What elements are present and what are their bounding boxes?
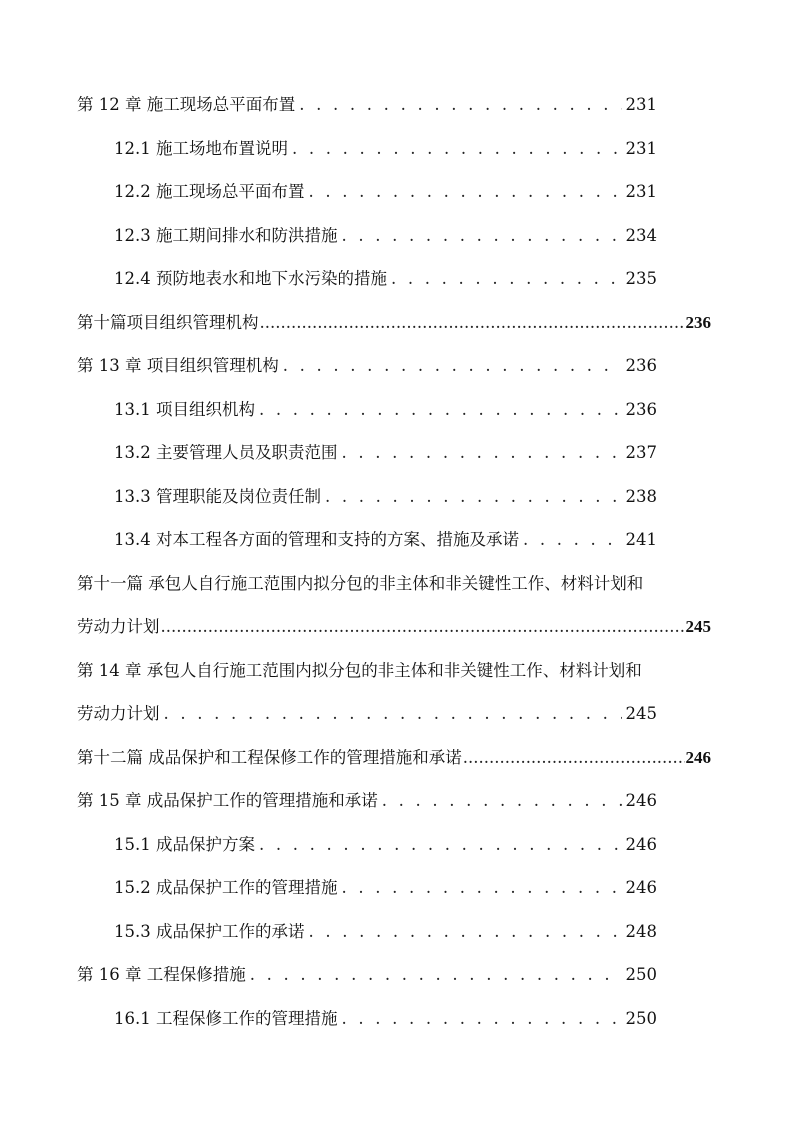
toc-page-number: 235 — [625, 269, 657, 288]
toc-entry-13-1[interactable] — [114, 397, 657, 423]
dot-leader — [341, 440, 621, 466]
dot-leader — [308, 179, 621, 205]
toc-entry-ch15[interactable] — [77, 788, 657, 814]
toc-entry-part11-line1[interactable]: 第十一篇 承包人自行施工范围内拟分包的非主体和非关键性工作、材料计划和 — [77, 574, 644, 593]
toc-entry-12-2[interactable] — [114, 179, 657, 205]
toc-entry-title: 15.3 成品保护工作的承诺 — [114, 922, 305, 941]
dot-leader — [260, 310, 685, 336]
toc-page-number: 246 — [685, 748, 711, 767]
toc-entry-title: 12.3 施工期间排水和防洪措施 — [114, 226, 338, 245]
toc-page-number: 231 — [625, 182, 657, 201]
toc-entry-part11[interactable] — [77, 614, 711, 640]
toc-page-number: 231 — [625, 139, 657, 158]
dot-leader — [161, 614, 685, 640]
toc-page-number: 236 — [625, 400, 657, 419]
dot-leader — [341, 875, 621, 901]
toc-entry-title: 第十二篇 成品保护和工程保修工作的管理措施和承诺 — [77, 748, 462, 767]
toc-entry-title: 第 12 章 施工现场总平面布置 — [77, 95, 296, 114]
toc-page-number: 246 — [625, 878, 657, 897]
toc-entry-15-1[interactable] — [114, 832, 657, 858]
toc-entry-title: 13.4 对本工程各方面的管理和支持的方案、措施及承诺 — [114, 530, 519, 549]
toc-entry-title: 第 13 章 项目组织管理机构 — [77, 356, 279, 375]
toc-entry-13-3[interactable] — [114, 484, 657, 510]
toc-page-number: 245 — [685, 617, 711, 636]
dot-leader — [341, 1006, 621, 1032]
toc-entry-ch12[interactable] — [77, 92, 657, 118]
dot-leader — [382, 788, 622, 814]
dot-leader — [391, 266, 622, 292]
toc-page-number: 248 — [625, 922, 657, 941]
toc-entry-15-3[interactable] — [114, 919, 657, 945]
toc-page-number: 250 — [625, 1009, 657, 1028]
toc-entry-15-2[interactable] — [114, 875, 657, 901]
toc-entry-ch13[interactable] — [77, 353, 657, 379]
dot-leader — [299, 92, 621, 118]
toc-entry-16-1[interactable] — [114, 1006, 657, 1032]
toc-page-number: 234 — [625, 226, 657, 245]
toc-entry-title: 15.2 成品保护工作的管理措施 — [114, 878, 338, 897]
toc-entry-title: 13.3 管理职能及岗位责任制 — [114, 487, 321, 506]
toc-page-number: 246 — [625, 791, 657, 810]
toc-page-number: 241 — [625, 530, 657, 549]
toc-entry-title: 13.1 项目组织机构 — [114, 400, 255, 419]
toc-entry-title: 16.1 工程保修工作的管理措施 — [114, 1009, 338, 1028]
toc-page-number: 236 — [625, 356, 657, 375]
dot-leader — [308, 919, 621, 945]
dot-leader — [283, 353, 622, 379]
toc-entry-title: 13.2 主要管理人员及职责范围 — [114, 443, 338, 462]
toc-entry-13-2[interactable] — [114, 440, 657, 466]
toc-entry-title: 15.1 成品保护方案 — [114, 835, 255, 854]
dot-leader — [292, 136, 622, 162]
toc-entry-part10[interactable] — [77, 310, 711, 336]
toc-entry-title: 12.2 施工现场总平面布置 — [114, 182, 305, 201]
toc-entry-part12[interactable] — [77, 745, 711, 771]
toc-page-number: 246 — [625, 835, 657, 854]
toc-page-number: 238 — [625, 487, 657, 506]
toc-entry-12-3[interactable] — [114, 223, 657, 249]
toc-entry-13-4[interactable] — [114, 527, 657, 553]
toc-page-number: 236 — [685, 313, 711, 332]
toc-entry-title: 劳动力计划 — [77, 704, 160, 723]
toc-page-number: 245 — [625, 704, 657, 723]
dot-leader — [325, 484, 622, 510]
toc-entry-title: 第十篇项目组织管理机构 — [77, 313, 259, 332]
toc-entry-12-4[interactable] — [114, 266, 657, 292]
toc-entry-ch16[interactable] — [77, 962, 657, 988]
toc-page-number: 231 — [625, 95, 657, 114]
toc-entry-title: 劳动力计划 — [77, 617, 160, 636]
dot-leader — [463, 745, 685, 771]
toc-entry-ch14[interactable] — [77, 701, 657, 727]
dot-leader — [259, 397, 622, 423]
toc-entry-title: 第 15 章 成品保护工作的管理措施和承诺 — [77, 791, 378, 810]
toc-page-number: 237 — [625, 443, 657, 462]
dot-leader — [259, 832, 622, 858]
dot-leader — [341, 223, 621, 249]
toc-entry-12-1[interactable] — [114, 136, 657, 162]
toc-page-number: 250 — [625, 965, 657, 984]
dot-leader — [523, 527, 622, 553]
dot-leader — [250, 962, 622, 988]
toc-entry-title: 第 16 章 工程保修措施 — [77, 965, 246, 984]
toc-entry-title: 12.4 预防地表水和地下水污染的措施 — [114, 269, 387, 288]
toc-entry-ch14-line1[interactable]: 第 14 章 承包人自行施工范围内拟分包的非主体和非关键性工作、材料计划和 — [77, 661, 642, 680]
dot-leader — [164, 701, 622, 727]
toc-entry-title: 12.1 施工场地布置说明 — [114, 139, 288, 158]
